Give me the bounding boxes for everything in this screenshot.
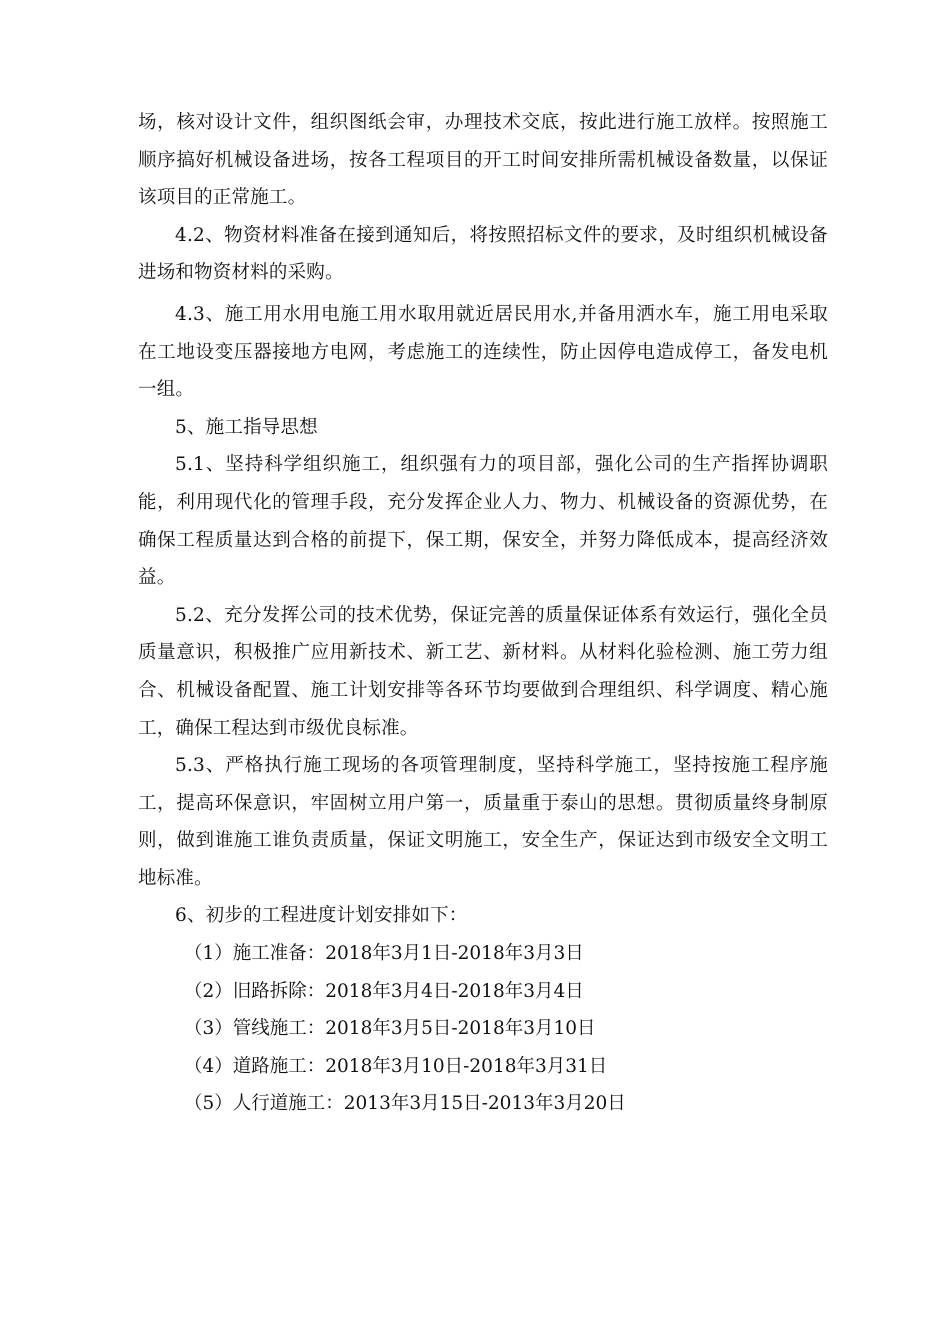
paragraph-management-system: 5.3、严格执行施工现场的各项管理制度，坚持科学施工，坚持按施工程序施工，提高环保意识，牢固树立用户第一，质量重于泰山的思想。贯彻质量终身制原则，做到谁施工谁负责质量，保证文明施工，安全生产，保证达到市级安全文明工地标准。 [138,755,828,889]
section-heading-schedule: 6、初步的工程进度计划安排如下： [175,905,468,927]
paragraph-material-preparation: 4.2、物资材料准备在接到通知后，将按照招标文件的要求，及时组织机械设备进场和物资材料的采购。 [138,224,828,284]
paragraph-scientific-organization: 5.1、坚持科学组织施工，组织强有力的项目部，强化公司的生产指挥协调职能，利用现代化的管理手段，充分发挥企业人力、物力、机械设备的资源优势，在确保工程质量达到合格的前提下，保工期，保安全，并努力降低成本，提高经济效益。 [138,454,828,589]
paragraph-equipment-preparation: 场，核对设计文件，组织图纸会审，办理技术交底，按此进行施工放样。按照施工顺序搞好机械设备进场，按各工程项目的开工时间安排所需机械设备数量，以保证该项目的正常施工。 [138,112,828,209]
schedule-item-demolition: （2）旧路拆除：2018年3月4日-2018年3月4日 [184,980,584,1002]
schedule-item-preparation: （1）施工准备：2018年3月1日-2018年3月3日 [184,943,584,965]
schedule-item-road: （4）道路施工：2018年3月10日-2018年3月31日 [184,1055,608,1077]
document-body [138,104,828,1123]
schedule-list [138,935,828,1123]
schedule-item-pipeline: （3）管线施工：2018年3月5日-2018年3月10日 [184,1018,596,1040]
schedule-item-sidewalk: （5）人行道施工：2013年3月15日-2013年3月20日 [184,1093,626,1115]
section-heading-guiding-ideology: 5、施工指导思想 [175,416,318,438]
paragraph-technical-advantage: 5.2、充分发挥公司的技术优势，保证完善的质量保证体系有效运行，强化全员质量意识，积极推广应用新技术、新工艺、新材料。从材料化验检测、施工劳力组合、机械设备配置、施工计划安排等各环节均要做到合理组织、科学调度、精心施工，确保工程达到市级优良标准。 [138,604,828,739]
paragraph-water-electricity: 4.3、施工用水用电施工用水取用就近居民用水,并备用洒水车，施工用电采取在工地设变压器接地方电网，考虑施工的连续性，防止因停电造成停工，备发电机一组。 [138,303,828,401]
